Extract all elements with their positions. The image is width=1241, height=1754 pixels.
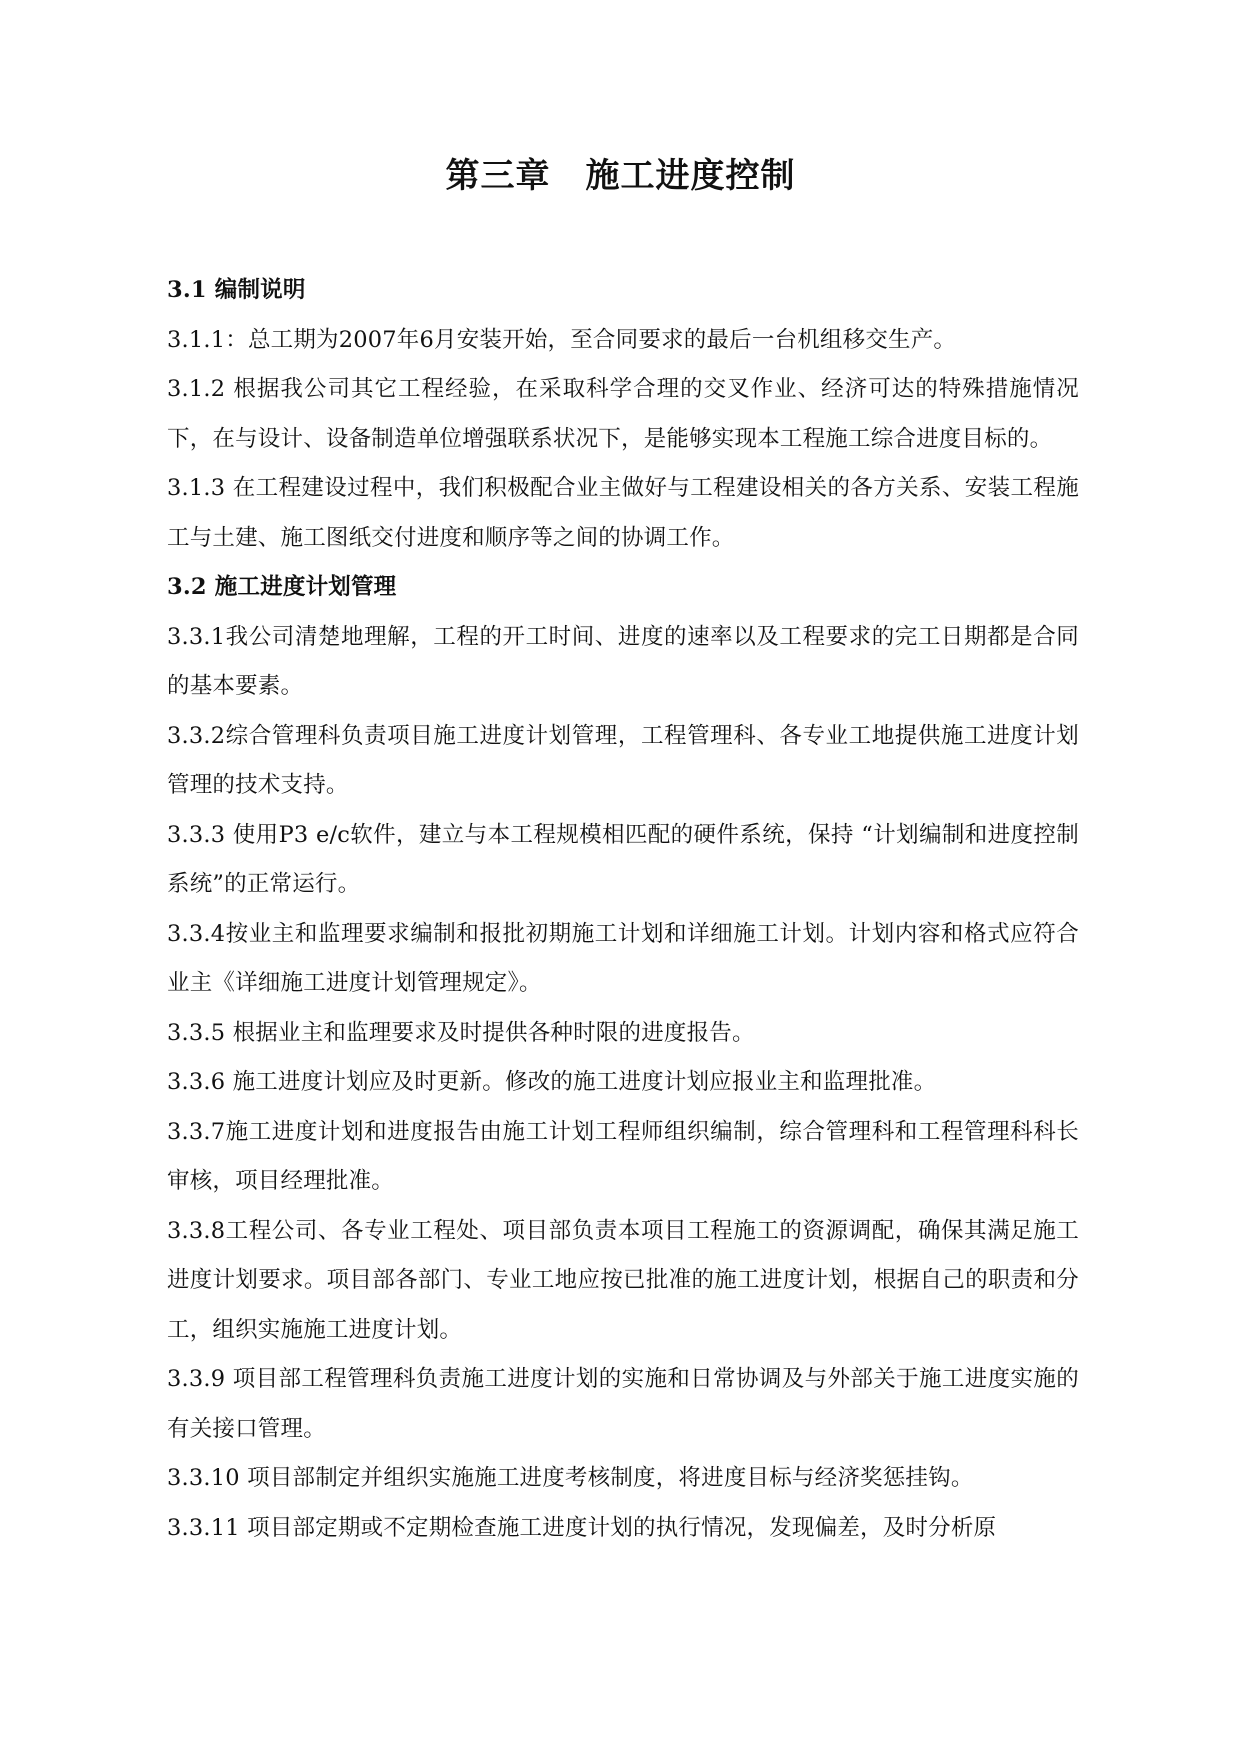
paragraph: 3.3.5 根据业主和监理要求及时提供各种时限的进度报告。 [167, 1019, 755, 1046]
paragraph: 3.3.6 施工进度计划应及时更新。修改的施工进度计划应报业主和监理批准。 [167, 1069, 937, 1095]
paragraph: 3.3.9 项目部工程管理科负责施工进度计划的实施和日常协调及与外部关于施工进度实施的有关接口管理。 [167, 1366, 1079, 1442]
paragraph: 3.3.3 使用P3 e/c软件，建立与本工程规模相匹配的硬件系统，保持 “计划编制和进度控制系统”的正常运行。 [167, 821, 1079, 897]
section-heading: 3.2 施工进度计划管理 [167, 574, 397, 600]
paragraph: 3.1.3 在工程建设过程中，我们积极配合业主做好与工程建设相关的各方关系、安装工程施工与土建、施工图纸交付进度和顺序等之间的协调工作。 [167, 475, 1079, 551]
chapter-title: 第三章 施工进度控制 [445, 156, 796, 196]
paragraph: 3.3.7施工进度计划和进度报告由施工计划工程师组织编制，综合管理科和工程管理科科长审核，项目经理批准。 [167, 1118, 1079, 1194]
paragraph: 3.3.10 项目部制定并组织实施施工进度考核制度，将进度目标与经济奖惩挂钩。 [167, 1465, 974, 1491]
paragraph: 3.3.1我公司清楚地理解，工程的开工时间、进度的速率以及工程要求的完工日期都是合同的基本要素。 [167, 623, 1079, 699]
paragraph: 3.3.11 项目部定期或不定期检查施工进度计划的执行情况，发现偏差，及时分析原 [167, 1514, 997, 1541]
paragraph: 3.3.4按业主和监理要求编制和报批初期施工计划和详细施工计划。计划内容和格式应符合业主《详细施工进度计划管理规定》。 [167, 920, 1079, 996]
document-body [167, 266, 1079, 1553]
paragraph: 3.3.8工程公司、各专业工程处、项目部负责本项目工程施工的资源调配，确保其满足施工进度计划要求。项目部各部门、专业工地应按已批准的施工进度计划，根据自己的职责和分工，组织实施施工进度计划。 [167, 1217, 1079, 1343]
paragraph: 3.1.2 根据我公司其它工程经验，在采取科学合理的交叉作业、经济可达的特殊措施情况下，在与设计、设备制造单位增强联系状况下，是能够实现本工程施工综合进度目标的。 [167, 376, 1079, 452]
paragraph: 3.1.1：总工期为2007年6月安装开始，至合同要求的最后一台机组移交生产。 [167, 326, 957, 353]
paragraph: 3.3.2综合管理科负责项目施工进度计划管理，工程管理科、各专业工地提供施工进度计划管理的技术支持。 [167, 722, 1079, 798]
section-heading: 3.1 编制说明 [167, 277, 306, 303]
